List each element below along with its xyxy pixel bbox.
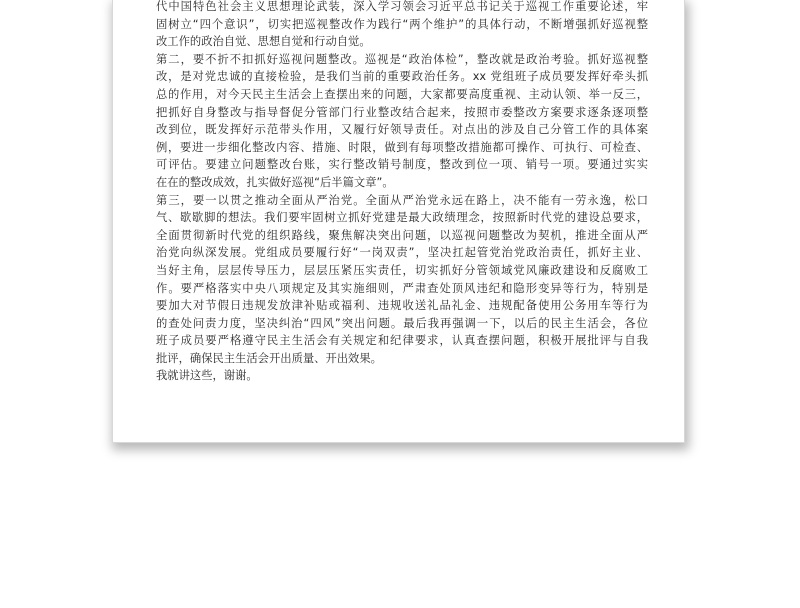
text-line: 把抓好自身整改与指导督促分管部门行业整改结合起来，按照市委整改方案要求逐条逐项整 (156, 105, 648, 119)
text-line: 全面贯彻新时代党的组织路线，聚焦解决突出问题，以巡视问题整改为契机，推进全面从严 (156, 228, 648, 242)
text-line: 班子成员要严格遵守民主生活会有关规定和纪律要求，认真查摆问题，积极开展批评与自我 (156, 334, 648, 348)
text-line: 改到位，既发挥好示范带头作用，又履行好领导责任。对点出的涉及自己分管工作的具体案 (156, 123, 648, 137)
text-line: 的查处问责力度，坚决纠治“四风”突出问题。最后我再强调一下，以后的民主生活会，各位 (156, 316, 648, 330)
document-body (156, 0, 648, 385)
text-line: 固树立“四个意识”，切实把巡视整改作为践行“两个维护”的具体行动，不断增强抓好巡视整 (156, 17, 648, 31)
text-line: 可评估。要建立问题整改台账，实行整改销号制度，整改到位一项、销号一项。要通过实实 (156, 158, 648, 172)
text-line: 气、歇歇脚的想法。我们要牢固树立抓好党建是最大政绩理念，按照新时代党的建设总要求， (156, 211, 648, 225)
text-line: 改工作的政治自觉、思想自觉和行动自觉。 (156, 35, 371, 49)
text-line: 作。要严格落实中央八项规定及其实施细则，严肃查处顶风违纪和隐形变异等行为，特别是 (156, 281, 648, 295)
text-line: 代中国特色社会主义思想理论武装，深入学习领会习近平总书记关于巡视工作重要论述，牢 (156, 0, 648, 13)
text-line: 改，是对党忠诚的直接检验，是我们当前的重要政治任务。xx 党组班子成员要发挥好牵头抓 (156, 70, 648, 84)
text-line: 要加大对节假日违规发放津补贴或福利、违规收送礼品礼金、违规配备使用公务用车等行为 (156, 299, 648, 313)
text-line: 当好主角，层层传导压力，层层压紧压实责任，切实抓好分管领域党风廉政建设和反腐败工 (156, 263, 648, 277)
text-line: 在在的整改成效，扎实做好巡视“后半篇文章”。 (156, 175, 394, 189)
closing-line: 我就讲这些，谢谢。 (156, 369, 258, 383)
text-line: 第三，要一以贯之推动全面从严治党。全面从严治党永远在路上，决不能有一劳永逸，松口 (156, 193, 648, 207)
text-line: 总的作用，对今天民主生活会上查摆出来的问题，大家都要高度重视、主动认领、举一反三， (156, 87, 648, 101)
text-line: 例，要进一步细化整改内容、措施、时限，做到有每项整改措施都可操作、可执行、可检查、 (156, 140, 648, 154)
document-page (113, 0, 684, 442)
text-line: 治党向纵深发展。党组成员要履行好“一岗双责”，坚决扛起管党治党政治责任，抓好主业、 (156, 246, 648, 260)
text-line: 批评，确保民主生活会开出质量、开出效果。 (156, 351, 382, 365)
text-line: 第二，要不折不扣抓好巡视问题整改。巡视是“政治体检”，整改就是政治考验。抓好巡视整 (156, 52, 648, 66)
